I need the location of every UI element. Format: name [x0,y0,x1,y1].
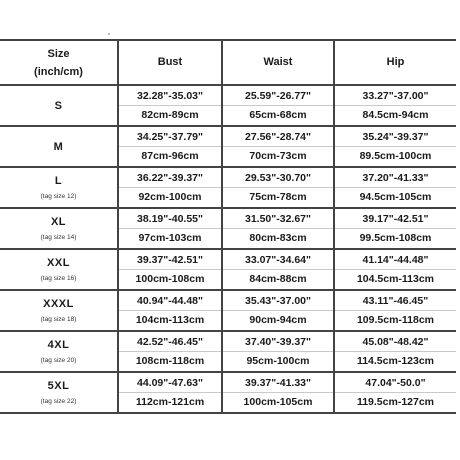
table-row [0,167,456,208]
size-cell [0,167,118,208]
bust-cell [118,290,222,331]
waist-cell [222,85,334,126]
bust-cell [118,372,222,413]
bust-cm-value: 112cm-121cm [119,392,221,411]
bust-cm-value: 108cm-118cm [119,351,221,370]
size-cell [0,249,118,290]
waist-column-header: Waist [222,40,334,85]
waist-inch-value: 31.50"-32.67" [244,213,311,225]
tag-size-label: (tag size 16) [40,275,77,282]
bust-cell [118,85,222,126]
waist-inch-value: 35.43"-37.00" [244,295,311,307]
waist-inch-value: 27.56"-28.74" [244,131,311,143]
waist-cm-value: 95cm-100cm [223,351,333,370]
table-row [0,126,456,167]
waist-inch-value: 29.53"-30.70" [244,172,311,184]
tag-size-label: (tag size 12) [40,193,77,200]
bust-cm-value: 82cm-89cm [119,105,221,124]
bust-inch-value: 36.22"-39.37" [136,172,203,184]
waist-cm-value: 84cm-88cm [223,269,333,288]
tag-size-label: (tag size 20) [40,357,77,364]
size-cell [0,85,118,126]
table-row [0,290,456,331]
hip-inch-value: 47.04"-50.0" [365,377,426,389]
hip-cm-value: 99.5cm-108cm [335,228,456,247]
bust-inch-value: 38.19"-40.55" [136,213,203,225]
hip-cell [334,85,456,126]
size-cell [0,126,118,167]
size-label: M [53,140,64,153]
table-row [0,372,456,413]
waist-inch-value: 25.59"-26.77" [244,90,311,102]
table-row [0,331,456,372]
hip-cm-value: 89.5cm-100cm [335,146,456,165]
bust-cm-value: 100cm-108cm [119,269,221,288]
waist-cm-value: 80cm-83cm [223,228,333,247]
bust-column-header: Bust [118,40,222,85]
bust-inch-value: 34.25"-37.79" [136,131,203,143]
bust-cell [118,208,222,249]
tag-size-label: (tag size 22) [40,398,77,405]
waist-inch-value: 39.37"-41.33" [244,377,311,389]
size-header-label: Size [47,47,70,60]
size-label: 5XL [47,380,70,392]
waist-cell [222,126,334,167]
waist-cell [222,331,334,372]
size-cell [0,208,118,249]
bust-cm-value: 87cm-96cm [119,146,221,165]
hip-cm-value: 84.5cm-94cm [335,105,456,124]
size-cell [0,290,118,331]
waist-cell [222,372,334,413]
bust-cell [118,126,222,167]
hip-cm-value: 104.5cm-113cm [335,269,456,288]
hip-cm-value: 119.5cm-127cm [335,392,456,411]
hip-cell [334,249,456,290]
hip-cm-value: 114.5cm-123cm [335,351,456,370]
bust-inch-value: 40.94"-44.48" [136,295,203,307]
size-label: S [54,99,63,112]
hip-inch-value: 43.11"-46.45" [362,295,429,307]
bust-inch-value: 39.37"-42.51" [136,254,203,266]
table-row [0,249,456,290]
hip-cell [334,331,456,372]
table-row [0,208,456,249]
hip-cm-value: 109.5cm-118cm [335,310,456,329]
header-row [0,40,456,85]
bust-inch-value: 44.09"-47.63" [136,377,203,389]
hip-cell [334,126,456,167]
table-row [0,85,456,126]
hip-cell [334,167,456,208]
size-label: L [54,175,63,187]
waist-cell [222,290,334,331]
stray-mark [108,33,110,35]
size-column-header [0,40,118,85]
bust-inch-value: 32.28"-35.03" [136,90,203,102]
hip-cell [334,208,456,249]
tag-size-label: (tag size 18) [40,316,77,323]
hip-inch-value: 33.27"-37.00" [362,90,429,102]
size-label: XL [50,216,67,228]
hip-cell [334,372,456,413]
waist-cm-value: 65cm-68cm [223,105,333,124]
hip-cell [334,290,456,331]
waist-cell [222,208,334,249]
bust-cm-value: 104cm-113cm [119,310,221,329]
bust-cm-value: 97cm-103cm [119,228,221,247]
bust-inch-value: 42.52"-46.45" [136,336,203,348]
bust-cell [118,249,222,290]
waist-cell [222,167,334,208]
waist-cell [222,249,334,290]
bust-cm-value: 92cm-100cm [119,187,221,206]
size-header-unit: (inch/cm) [34,65,83,78]
hip-inch-value: 39.17"-42.51" [362,213,429,225]
hip-inch-value: 37.20"-41.33" [362,172,429,184]
waist-inch-value: 33.07"-34.64" [244,254,311,266]
waist-inch-value: 37.40"-39.37" [244,336,311,348]
bust-cell [118,167,222,208]
size-cell [0,331,118,372]
waist-cm-value: 75cm-78cm [223,187,333,206]
size-chart-table [0,39,456,414]
waist-cm-value: 90cm-94cm [223,310,333,329]
size-cell [0,372,118,413]
waist-cm-value: 70cm-73cm [223,146,333,165]
size-label: XXL [47,257,70,269]
tag-size-label: (tag size 14) [40,234,77,241]
size-label: 4XL [47,339,70,351]
bust-cell [118,331,222,372]
size-label: XXXL [43,298,74,310]
hip-column-header: Hip [334,40,456,85]
hip-inch-value: 35.24"-39.37" [362,131,429,143]
waist-cm-value: 100cm-105cm [223,392,333,411]
hip-inch-value: 41.14"-44.48" [362,254,429,266]
hip-inch-value: 45.08"-48.42" [362,336,429,348]
hip-cm-value: 94.5cm-105cm [335,187,456,206]
